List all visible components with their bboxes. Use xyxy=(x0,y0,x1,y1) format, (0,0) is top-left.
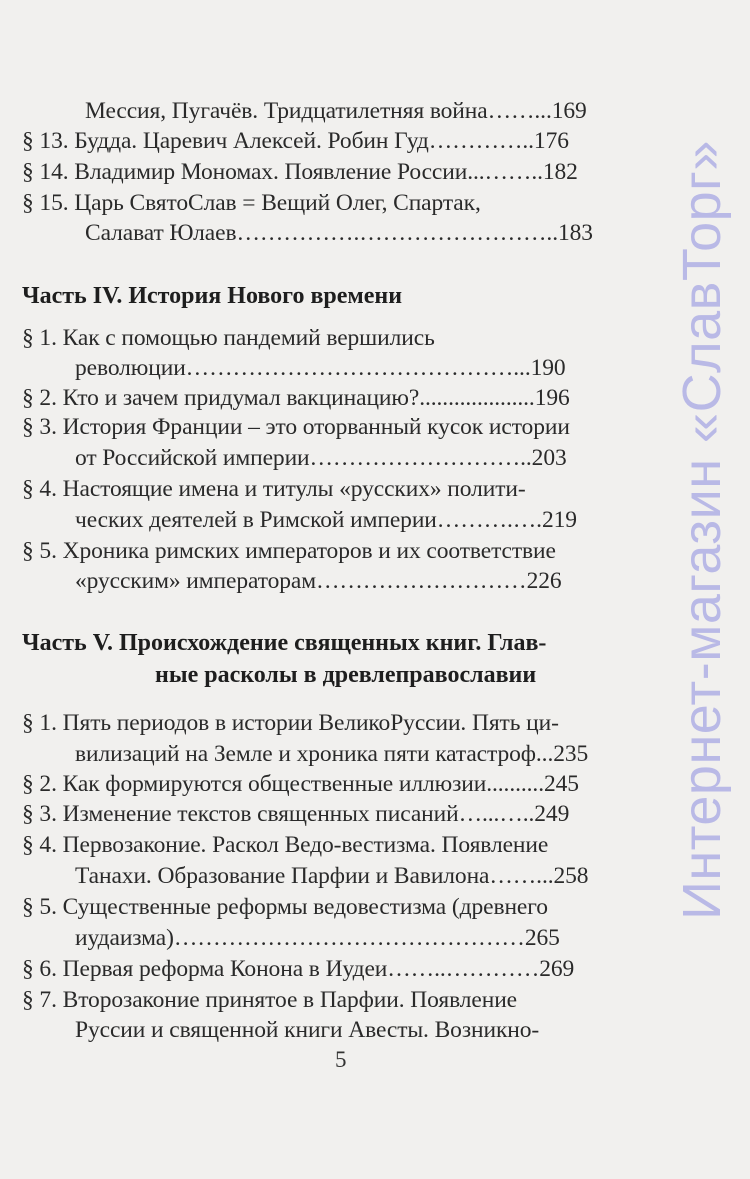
toc-line: Салават Юлаев…………….……………………..183 xyxy=(85,220,593,246)
toc-line: § 3. Изменение текстов священных писаний…...…..249 xyxy=(22,801,570,827)
page-number: 5 xyxy=(335,1047,347,1072)
toc-line: § 4. Настоящие имена и титулы «русских» полити- xyxy=(22,476,526,502)
toc-line: § 13. Будда. Царевич Алексей. Робин Гуд…………..176 xyxy=(22,128,569,154)
toc-line: § 7. Второзаконие принятое в Парфии. Появление xyxy=(22,987,518,1013)
part-heading: Часть V. Происхождение священных книг. Глав- xyxy=(22,630,547,656)
toc-line: ческих деятелей в Римской империи……….….219 xyxy=(75,507,577,533)
toc-line: «русским» императорам………………………226 xyxy=(75,568,562,594)
toc-line: § 2. Как формируются общественные иллюзии..........245 xyxy=(22,771,579,797)
toc-line: § 5. Хроника римских императоров и их соответствие xyxy=(22,538,556,564)
toc-line: Мессия, Пугачёв. Тридцатилетняя война……...169 xyxy=(85,98,587,124)
toc-line: § 1. Как с помощью пандемий вершились xyxy=(22,325,435,351)
toc-line: Руссии и священной книги Авесты. Возникно- xyxy=(75,1017,540,1043)
toc-line: вилизаций на Земле и хроника пяти катастроф...235 xyxy=(75,741,589,767)
part-heading-continued: ные расколы в древлеправославии xyxy=(155,662,537,688)
toc-line: § 1. Пять периодов в истории ВеликоРуссии. Пять ци- xyxy=(22,710,559,736)
toc-line: § 14. Владимир Мономах. Появление России...……..182 xyxy=(22,159,578,185)
part-heading: Часть IV. История Нового времени xyxy=(22,283,403,309)
toc-line: иудаизма)………………………………………265 xyxy=(75,925,560,951)
toc-line: Танахи. Образование Парфии и Вавилона……...258 xyxy=(75,863,589,889)
toc-line: § 15. Царь СвятоСлав = Вещий Олег, Спартак, xyxy=(22,190,481,216)
toc-line: § 5. Существенные реформы ведовестизма (древнего xyxy=(22,894,548,920)
toc-line: § 2. Кто и зачем придумал вакцинацию?....................196 xyxy=(22,385,570,411)
toc-line: § 3. История Франции – это оторванный кусок истории xyxy=(22,414,570,440)
watermark: Интернет-магазин «СлавТорг» xyxy=(672,140,732,920)
toc-line: революции……………………………………...190 xyxy=(75,355,566,381)
toc-line: § 4. Первозаконие. Раскол Ведо-вестизма. Появление xyxy=(22,832,549,858)
toc-line: § 6. Первая реформа Конона в Иудеи……..…………269 xyxy=(22,956,575,982)
toc-line: от Российской империи………………………..203 xyxy=(75,445,567,471)
